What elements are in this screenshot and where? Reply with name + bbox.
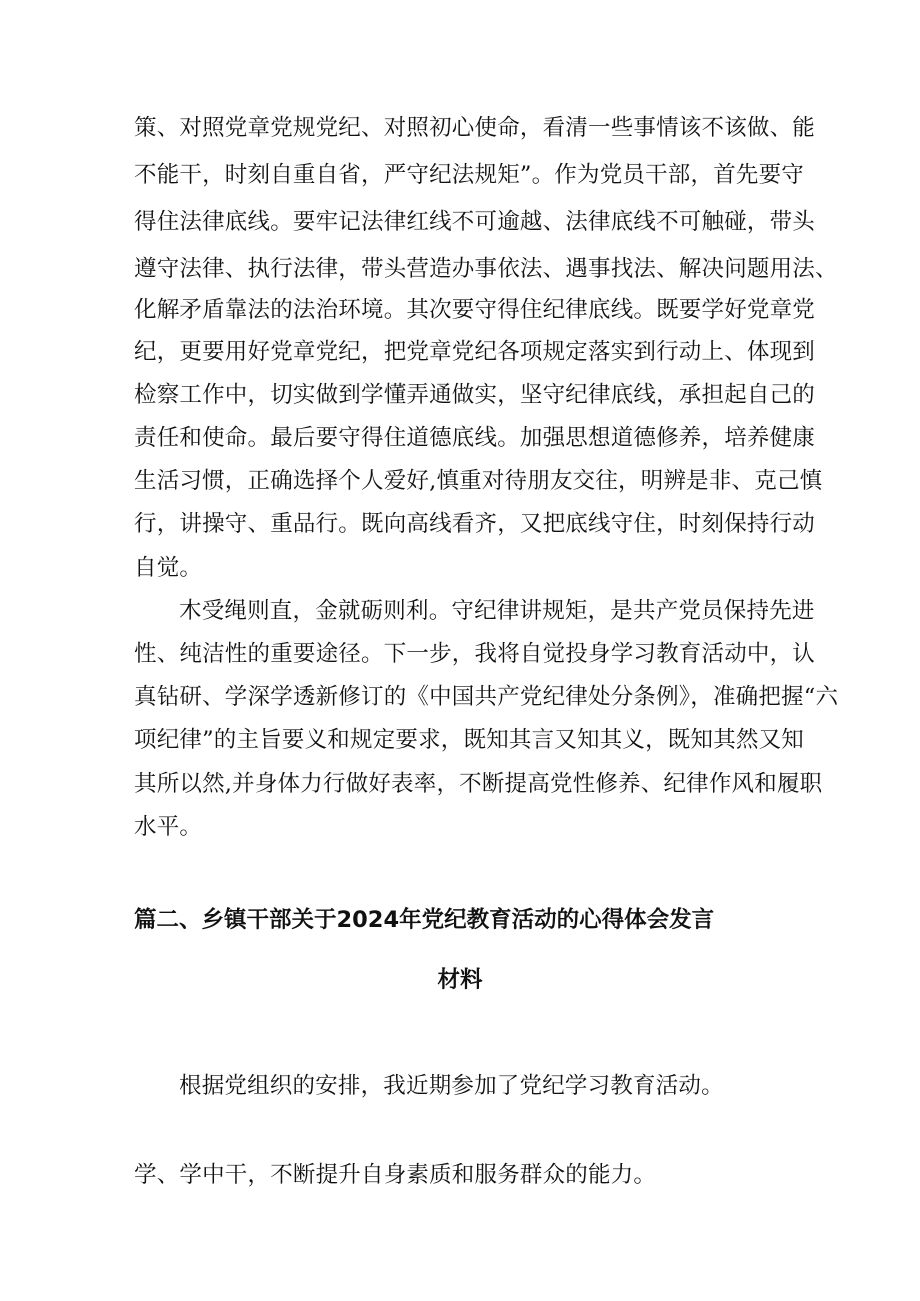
text-line: 不能干，时刻自重自省，严守纪法规矩”。作为党员干部，首先要守 <box>134 162 805 188</box>
text-line: 学、学中干，不断提升自身素质和服务群众的能力。 <box>134 1162 657 1188</box>
text-line: 水平。 <box>134 814 203 840</box>
text-line: 根据党组织的安排，我近期参加了党纪学习教育活动。 <box>179 1073 724 1099</box>
text-line: 纪，更要用好党章党纪，把党章党纪各项规定落实到行动上、体现到 <box>134 339 816 365</box>
text-line: 化解矛盾靠法的法治环境。其次要守得住纪律底线。既要学好党章党 <box>134 297 816 323</box>
text-line: 真钻研、学深学透新修订的《中国共产党纪律处分条例》，准确把握“六 <box>134 684 839 710</box>
section-heading: 篇二、乡镇干部关于2024年党纪教育活动的心得体会发言 <box>134 907 715 933</box>
text-line: 生活习惯，正确选择个人爱好,慎重对待朋友交往，明辨是非、克己慎 <box>134 468 823 494</box>
text-line: 策、对照党章党规党纪、对照初心使命，看清一些事情该不该做、能 <box>134 115 816 141</box>
text-line: 得住法律底线。要牢记法律红线不可逾越、法律底线不可触碰，带头 <box>134 209 816 235</box>
text-line: 其所以然,并身体力行做好表率，不断提高党性修养、纪律作风和履职 <box>134 771 823 797</box>
text-line: 检察工作中，切实做到学懂弄通做实，坚守纪律底线，承担起自己的 <box>134 382 816 408</box>
text-line: 木受绳则直，金就砺则利。守纪律讲规矩，是共产党员保持先进 <box>179 598 815 624</box>
text-line: 自觉。 <box>134 555 203 581</box>
text-line: 性、纯洁性的重要途径。下一步，我将自觉投身学习教育活动中，认 <box>134 641 816 667</box>
section-heading-continuation: 材料 <box>437 967 483 993</box>
text-line: 行，讲操守、重品行。既向高线看齐，又把底线守住，时刻保持行动 <box>134 511 816 537</box>
text-line: 遵守法律、执行法律，带头营造办事依法、遇事找法、解决问题用法、 <box>134 256 838 282</box>
text-line: 项纪律”的主旨要义和规定要求，既知其言又知其义，既知其然又知 <box>134 727 805 753</box>
text-line: 责任和使命。最后要守得住道德底线。加强思想道德修养，培养健康 <box>134 425 816 451</box>
